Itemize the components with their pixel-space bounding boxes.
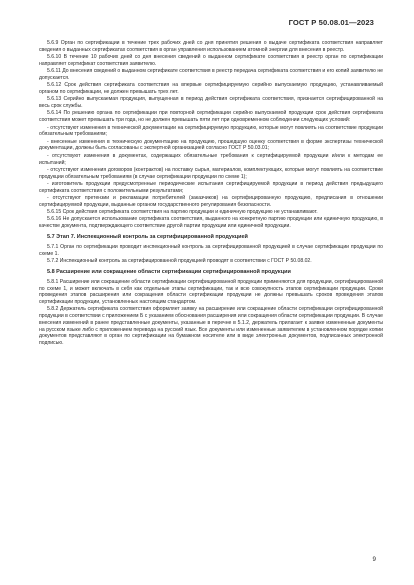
paragraph-5-7-1: 5.7.1 Орган по сертификации проводит инспекционный контроль за сертифицированной продукцией в случае сертификации продукции по схеме 1. (39, 243, 383, 257)
list-item: - отсутствуют изменения в технической документации на сертифицируемую продукцию, которые могут повлиять на соответствие продукции обязательным требованиям; (39, 124, 383, 138)
paragraph-5-6-10: 5.6.10 В течение 10 рабочих дней со дня внесения сведений о выданном сертификате соответствия в реестр орган по сертификации направляет сертификат соответствия заявителю. (39, 54, 383, 67)
list-item: - изготовитель продукции предусмотренные периодические испытания сертифицируемой продукции в период действия предыдущего сертификата соответствия с положительными результатами; (39, 180, 383, 194)
paragraph-5-6-12: 5.6.12 Срок действия сертификата соответствия на впервые сертифицируемую серийно выпускаемую продукцию, устанавливаемый органом по сертификации, не должен превышать трех лет. (39, 82, 383, 96)
paragraph-5-8-2: 5.8.2 Держатель сертификата соответствия оформляет заявку на расширение или сокращение области сертификации сертифицированной продукции в соответствии с приложением Б с указанием обоснования расширения или сокращения области сертификации продукции. В случае внесения изменений в ранее представленные документы, указанные в перечне в 5.1.2, держатель прилагает к заявке измененные документы на русском языке либо с приложением перевода на русский язык. Все документы или измененные заявителем в установленном порядке копии документов представляют в орган по сертификации на бумажном носителе или в виде электронных документов, подписанных электронной подписью. (39, 306, 383, 347)
paragraph-5-6-15: 5.6.15 Срок действия сертификата соответствия на партию продукции и единичную продукцию не устанавливают. (47, 209, 318, 216)
paragraph-5-6-14: 5.6.14 По решению органа по сертификации при повторной сертификации серийно выпускаемой продукции срок действия сертификата соответствия может превышать три года, но не должен превышать пяти лет при одновременном соблюдении следующих условий: (39, 110, 383, 124)
list-item: - отсутствуют изменения договоров (контрактов) на поставку сырья, материалов, комплектующих, которые могут повлиять на соответствие продукции обязательным требованиям (в случае сертификации продукции по схеме 1); (39, 166, 383, 180)
paragraph-5-6-11: 5.6.11 До внесения сведений о выданном сертификате соответствия в реестр передача сертификата соответствия и его копий заявителю не допускается. (39, 68, 383, 81)
paragraph-5-7-2: 5.7.2 Инспекционный контроль за сертифицированной продукцией проводят в соответствии с ГОСТ Р 50.08.02. (47, 258, 312, 265)
paragraph-5-6-16: 5.6.16 Не допускается использование сертификата соответствия, выданного на конкретную партию продукции или единичную продукцию, в качестве документа, подтверждающего соответствие другой партии продукции или единичной продукции. (39, 216, 383, 230)
section-5-8-heading: 5.8 Расширение или сокращение области сертификации сертифицированной продукции (47, 268, 291, 275)
list-item: - внесенные изменения в техническую документацию на продукцию, прошедшую оценку соответствия в форме экспертизы технической документации, должны быть согласованы с экспертной организацией согласно ГОСТ Р 50.03.01; (39, 138, 383, 152)
paragraph-5-8-1: 5.8.1 Расширение или сокращение области сертификации сертифицированной продукции применяются для продукции, сертифицированной по схеме 1, и может включать в себя как отдельные этапы сертификации, так и всю совокупность этапов сертификации продукции. Сроки проведения этапов расширения или сокращения области сертификации продукции не должны превышать сроков проведения этапов сертификации продукции, установленных настоящим стандартом. (39, 278, 383, 306)
list-item: - отсутствуют изменения в документах, содержащих обязательные требования к сертифицируемой продукции и/или к методам ее испытаний; (39, 152, 383, 166)
paragraph-5-6-13: 5.6.13 Серийно выпускаемая продукция, выпущенная в период действия сертификата соответствия, признается сертифицированной на весь срок службы. (39, 96, 383, 110)
standard-number-header: ГОСТ Р 50.08.01—2023 (288, 18, 374, 27)
paragraph-5-6-9: 5.6.9 Орган по сертификации в течение трех рабочих дней со дня принятия решения о выдаче сертификата соответствия направляет сведения о выданных сертификатах соответствия в орган управления использованием атомной энергии для внесения в реестр. (39, 40, 383, 53)
list-item: - отсутствуют претензии и рекламации потребителей (заказчиков) на сертифицированную продукцию, предписания в отношении сертифицируемой продукции, выданные органом государственного регулирования безопасности. (39, 195, 383, 208)
page-number: 9 (372, 556, 376, 563)
document-body (39, 40, 383, 348)
section-5-7-heading: 5.7 Этап 7. Инспекционный контроль за сертифицированной продукцией (47, 233, 248, 240)
